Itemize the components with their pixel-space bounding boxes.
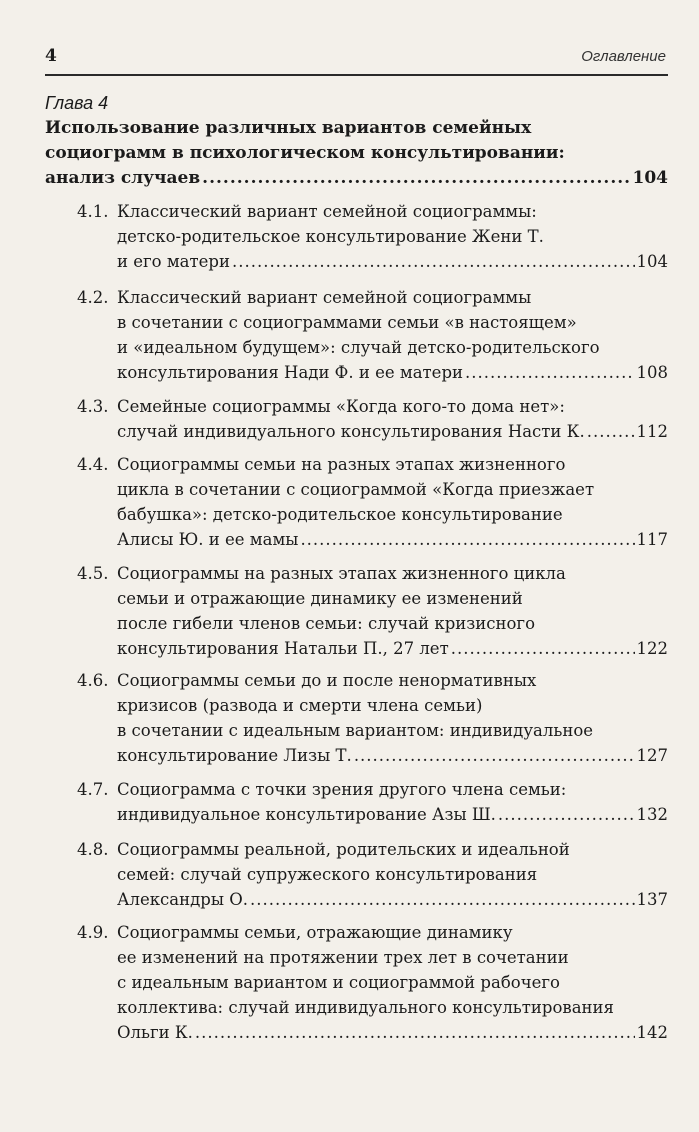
page-header (45, 44, 668, 76)
running-title: Оглавление (581, 48, 666, 65)
entry-page-number: 112 (636, 422, 668, 441)
toc-entry[interactable] (77, 452, 668, 552)
entry-number: 4.5. (77, 564, 109, 583)
entry-line: Социограммы семьи на разных этапах жизненного (117, 455, 566, 474)
entry-line: коллектива: случай индивидуального консультирования (117, 998, 614, 1017)
toc-entry[interactable] (77, 199, 668, 274)
entry-number: 4.6. (77, 671, 109, 690)
leader-dots (587, 419, 635, 444)
entry-page-number: 108 (636, 363, 668, 382)
entry-page-number: 104 (636, 252, 668, 271)
entry-line: цикла в сочетании с социограммой «Когда приезжает (117, 480, 595, 499)
entry-page-number: 117 (636, 530, 668, 549)
leader-dots (465, 360, 634, 385)
chapter-title-line: анализ случаев (45, 168, 201, 188)
entry-number: 4.9. (77, 923, 109, 942)
chapter-page-number: 104 (632, 168, 668, 188)
toc-entry[interactable] (77, 837, 668, 912)
entry-line: Классический вариант семейной социограммы: (117, 202, 537, 221)
leader-dots (202, 166, 630, 191)
entry-line: в сочетании с идеальным вариантом: индивидуальное (117, 721, 594, 740)
toc-entry[interactable] (77, 561, 668, 661)
entry-page-number: 127 (636, 746, 668, 765)
entry-line: семьи и отражающие динамику ее изменений (117, 589, 523, 608)
chapter-title-line: Использование различных вариантов семейных (45, 118, 532, 138)
page-number: 4 (45, 46, 57, 66)
entry-line: случай индивидуального консультирования Насти К. (117, 422, 585, 441)
entry-line: консультирования Нади Ф. и ее матери (117, 363, 464, 382)
toc-entry[interactable] (77, 920, 668, 1045)
entry-line: в сочетании с социограммами семьи «в настоящем» (117, 313, 577, 332)
entry-line: Алисы Ю. и ее мамы (117, 530, 299, 549)
entry-number: 4.4. (77, 455, 109, 474)
leader-dots (498, 802, 635, 827)
entry-page-number: 137 (636, 890, 668, 909)
entry-line: Социограммы на разных этапах жизненного цикла (117, 564, 566, 583)
entry-line: Семейные социограммы «Когда кого-то дома нет»: (117, 397, 565, 416)
entry-line: Социограмма с точки зрения другого члена семьи: (117, 780, 567, 799)
entry-line: и «идеальном будущем»: случай детско-родительского (117, 338, 600, 357)
entry-number: 4.7. (77, 780, 109, 799)
entry-number: 4.8. (77, 840, 109, 859)
entry-line: Социограммы семьи до и после ненормативных (117, 671, 537, 690)
toc-page (45, 0, 668, 1132)
entry-line: и его матери (117, 252, 230, 271)
entry-line: консультирование Лизы Т. (117, 746, 352, 765)
entry-line: Классический вариант семейной социограммы (117, 288, 532, 307)
leader-dots (195, 1020, 635, 1045)
chapter-title-line: социограмм в психологическом консультировании: (45, 143, 565, 163)
chapter-label: Глава 4 (45, 93, 109, 113)
leader-dots (451, 636, 635, 661)
entry-line: Социограммы семьи, отражающие динамику (117, 923, 513, 942)
entry-line: Александры О. (117, 890, 249, 909)
entry-line: с идеальным вариантом и социограммой рабочего (117, 973, 560, 992)
entry-line: Социограммы реальной, родительских и идеальной (117, 840, 570, 859)
entry-line: семей: случай супружеского консультирования (117, 865, 538, 884)
entry-line: ее изменений на протяжении трех лет в сочетании (117, 948, 569, 967)
chapter-title (45, 116, 668, 191)
toc-entry[interactable] (77, 285, 668, 385)
leader-dots (300, 527, 634, 552)
entry-line: кризисов (развода и смерти члена семьи) (117, 696, 483, 715)
leader-dots (232, 249, 635, 274)
entry-page-number: 142 (636, 1023, 668, 1042)
entry-page-number: 132 (636, 805, 668, 824)
entry-number: 4.1. (77, 202, 109, 221)
entry-number: 4.3. (77, 397, 109, 416)
entry-line: консультирования Натальи П., 27 лет (117, 639, 449, 658)
toc-entry[interactable] (77, 777, 668, 827)
toc-entry[interactable] (77, 394, 668, 444)
entry-line: детско-родительское консультирование Жени Т. (117, 227, 544, 246)
toc-entry[interactable] (77, 668, 668, 768)
entry-line: после гибели членов семьи: случай кризисного (117, 614, 536, 633)
entry-line: Ольги К. (117, 1023, 193, 1042)
entry-number: 4.2. (77, 288, 109, 307)
entry-line: бабушка»: детско-родительское консультирование (117, 505, 563, 524)
entry-line: индивидуальное консультирование Азы Ш. (117, 805, 496, 824)
leader-dots (250, 887, 634, 912)
leader-dots (354, 743, 635, 768)
entry-page-number: 122 (636, 639, 668, 658)
